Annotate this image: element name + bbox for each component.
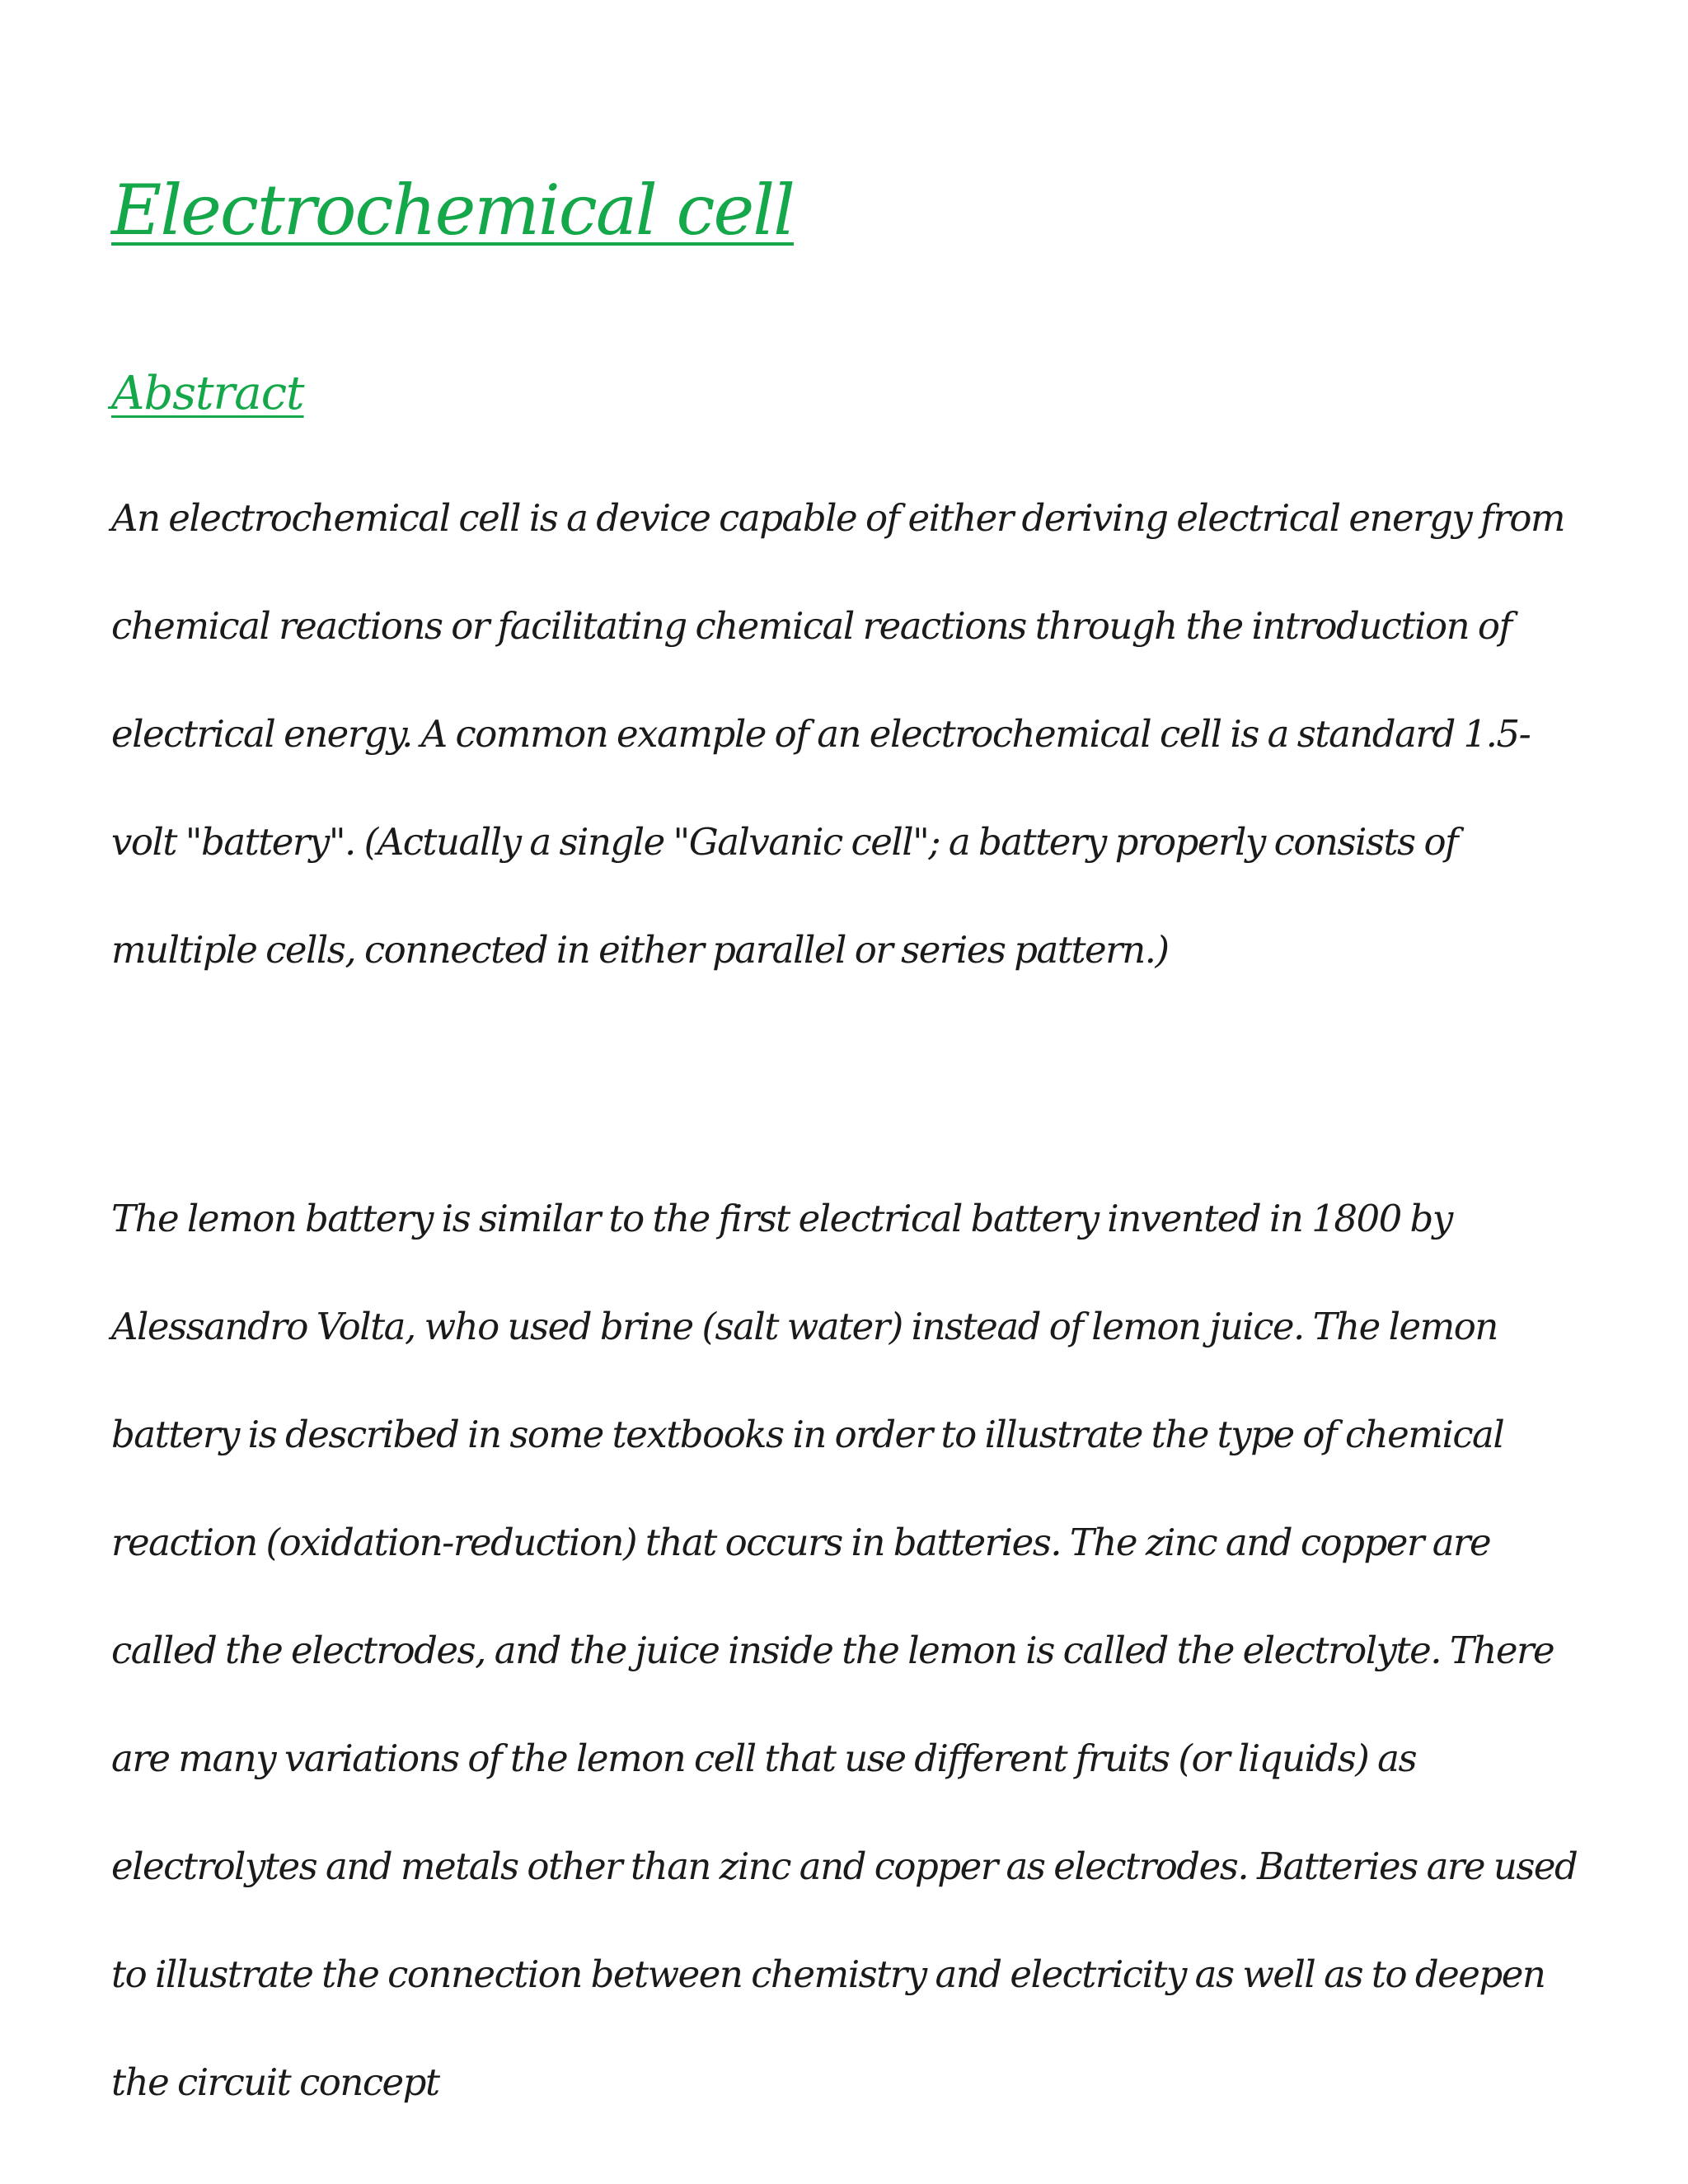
paragraph-electrochemical-cell: An electrochemical cell is a device capable of either deriving electrical energy from chemical reactions or facilitating chemical reactions through the introduction of electrical energy. A common example of an electrochemical cell is a standard 1.5-volt "battery". (Actually a single "Galvanic cell"; a battery properly consists of multiple cells, connected in either parallel or series pattern.) bbox=[111, 496, 1565, 972]
document-title: Electrochemical cell bbox=[111, 170, 794, 251]
section-heading-abstract: Abstract bbox=[111, 367, 304, 420]
document-page bbox=[111, 165, 1578, 2136]
paragraph-lemon-battery: The lemon battery is similar to the first electrical battery invented in 1800 by Alessandro Volta, who used brine (salt water) instead of lemon juice. The lemon battery is described in some textbooks in order to illustrate the type of chemical reaction (oxidation-reduction) that occurs in batteries. The zinc and copper are called the electrodes, and the juice inside the lemon is called the electrolyte. There are many variations of the lemon cell that use different fruits (or liquids) as electrolytes and metals other than zinc and copper as electrodes. Batteries are used to illustrate the connection between chemistry and electricity as well as to deepen the circuit concept bbox=[111, 1197, 1578, 2104]
